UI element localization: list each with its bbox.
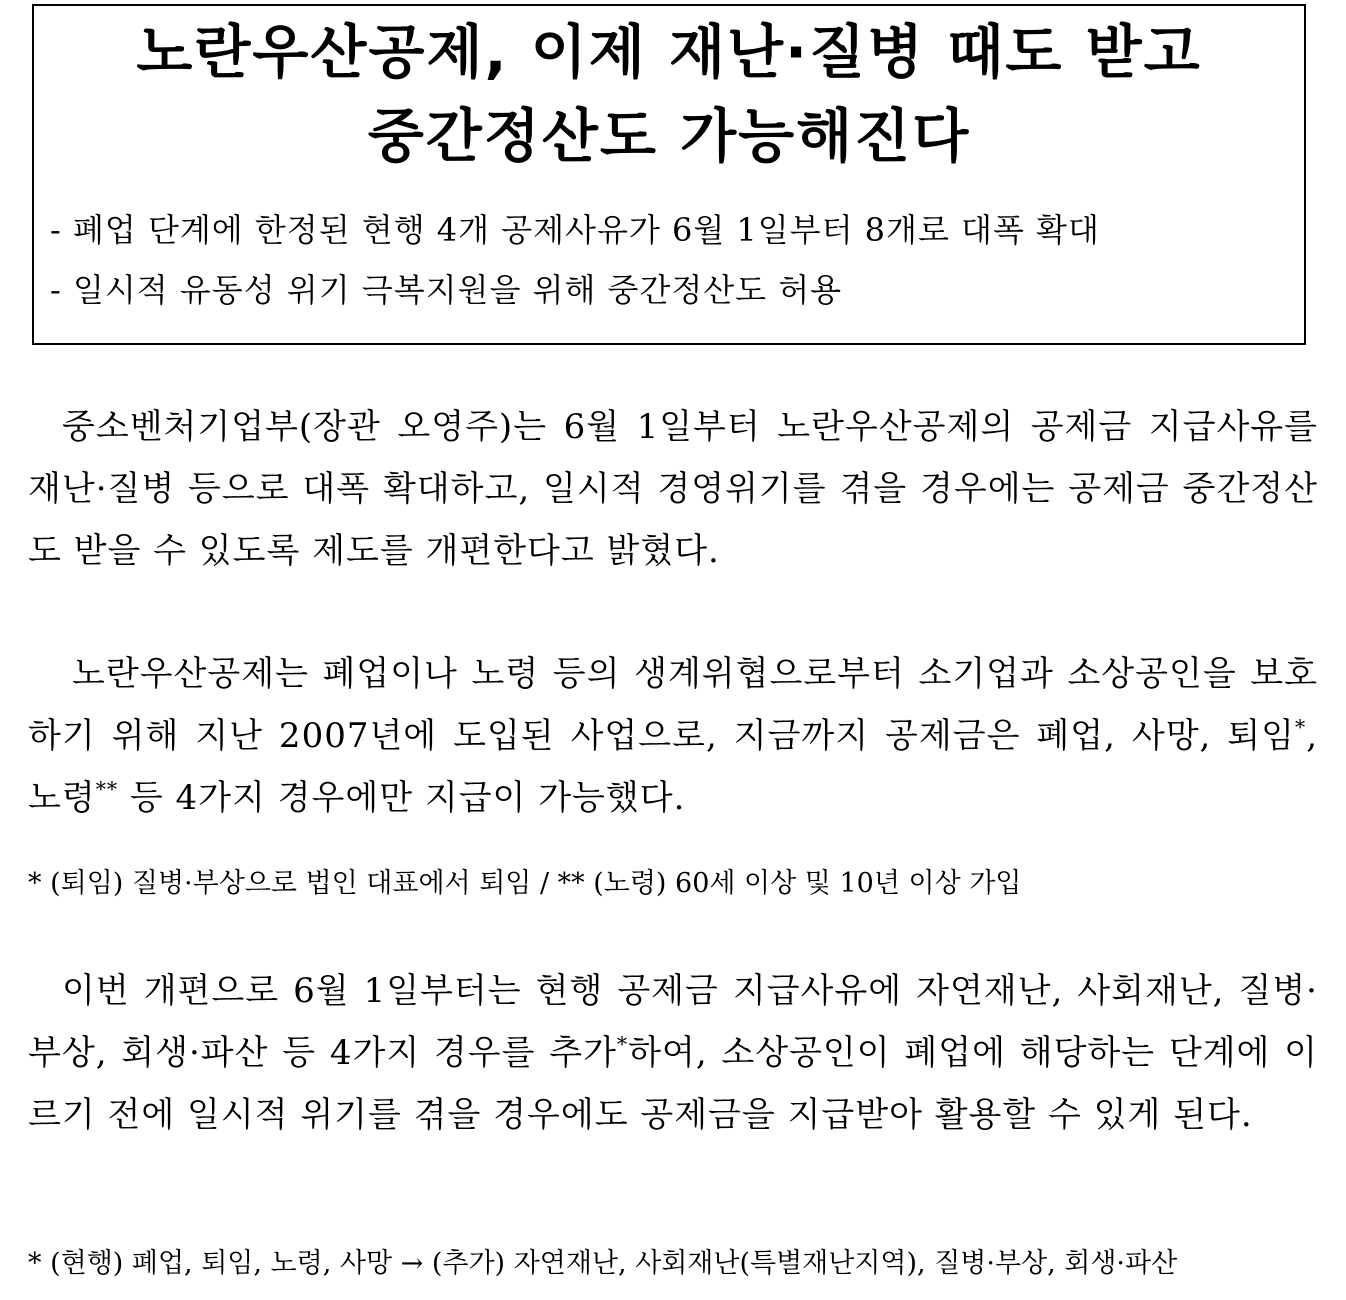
body-paragraph-2-text: , 노령 <box>28 716 1318 818</box>
footnote-mark: * <box>616 1032 629 1057</box>
headline-title-line-1: 노란우산공제, 이제 재난·질병 때도 받고 <box>136 18 1202 86</box>
body-paragraph-2 <box>28 643 1318 829</box>
body-paragraph-3-text: 이번 개편으로 6월 1일부터는 현행 공제금 지급사유에 자연재난, 사회재난, 질병·부상, 회생·파산 등 4가지 경우를 추가 <box>28 971 1318 1073</box>
body-paragraph-2-text: 등 4가지 경우에만 지급이 가능했다. <box>118 778 686 818</box>
body-paragraph-3-text: 하여, 소상공인이 폐업에 해당하는 단계에 이르기 전에 일시적 위기를 겪을 경우에도 공제금을 지급받아 활용할 수 있게 된다. <box>28 1033 1318 1135</box>
footnote-mark: ** <box>95 777 119 802</box>
body-paragraph-3 <box>28 960 1318 1146</box>
subheadline-list <box>34 200 1304 320</box>
footnote-1: * (퇴임) 질병·부상으로 법인 대표에서 퇴임 / ** (노령) 60세 이상 및 10년 이상 가입 <box>28 868 1022 899</box>
body-paragraph-1: 중소벤처기업부(장관 오영주)는 6월 1일부터 노란우산공제의 공제금 지급사유를 재난·질병 등으로 대폭 확대하고, 일시적 경영위기를 겪을 경우에는 공제금 중간정산도 받을 수 있도록 제도를 개편한다고 밝혔다. <box>28 407 1318 571</box>
headline-title-line-2: 중간정산도 가능해진다 <box>367 102 971 170</box>
headline-title <box>34 6 1304 178</box>
headline-box <box>32 4 1306 345</box>
footnote-2: * (현행) 폐업, 퇴임, 노령, 사망 → (추가) 자연재난, 사회재난(특별재난지역), 질병·부상, 회생·파산 <box>28 1248 1178 1279</box>
footnote-mark: * <box>1294 715 1307 740</box>
subheadline-item: - 폐업 단계에 한정된 현행 4개 공제사유가 6월 1일부터 8개로 대폭 확대 <box>50 211 1100 249</box>
body-paragraph-2-text: 노란우산공제는 폐업이나 노령 등의 생계위협으로부터 소기업과 소상공인을 보호하기 위해 지난 2007년에 도입된 사업으로, 지금까지 공제금은 폐업, 사망, 퇴임 <box>28 654 1318 756</box>
subheadline-item: - 일시적 유동성 위기 극복지원을 위해 중간정산도 허용 <box>50 271 843 309</box>
